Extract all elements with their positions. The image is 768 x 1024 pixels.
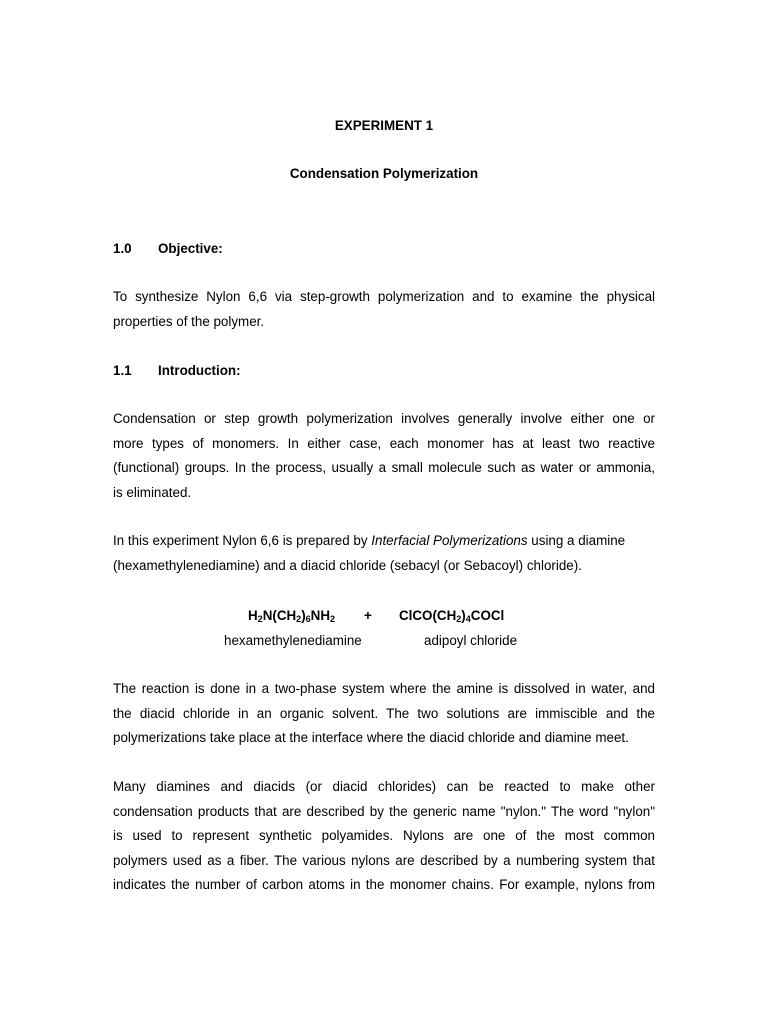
intro-p2-text: using a diamine	[527, 533, 626, 548]
intro-p3-line: The reaction is done in a two-phase system where the amine is dissolved in water, and	[113, 681, 655, 696]
intro-p3-line: polymerizations take place at the interface where the diacid chloride and diamine meet.	[113, 730, 629, 746]
experiment-subtitle: Condensation Polymerization	[289, 166, 479, 181]
objective-line: properties of the polymer.	[113, 313, 265, 329]
objective-line: To synthesize Nylon 6,6 via step-growth polymerization and to examine the physical	[113, 289, 655, 304]
reactant-diamine-formula: $H_2N(CH_2)_6NH_2$	[248, 608, 336, 624]
intro-p2-line: (hexamethylenediamine) and a diacid chloride (sebacyl (or Sebacoyl) chloride).	[113, 557, 582, 573]
plus-operator: +	[364, 608, 372, 623]
reaction-equation-names	[0, 632, 768, 650]
intro-p4-line: Many diamines and diacids (or diacid chlorides) can be reacted to make other	[113, 779, 655, 794]
intro-p3-line: the diacid chloride in an organic solvent. The two solutions are immiscible and the	[113, 705, 655, 721]
intro-p2-text: In this experiment Nylon 6,6 is prepared by	[113, 533, 372, 548]
intro-p4-line: is used to represent synthetic polyamides. Nylons are one of the most common	[113, 828, 655, 844]
intro-p2-line	[113, 529, 655, 554]
objective-paragraph	[113, 285, 655, 334]
experiment-title: EXPERIMENT 1	[334, 118, 434, 133]
objective-heading	[113, 240, 223, 258]
introduction-paragraph-3	[113, 677, 655, 751]
reactant-diacid-chloride-name: adipoyl chloride	[424, 633, 518, 648]
intro-p1-line: more types of monomers. In either case, each monomer has at least two reactive	[113, 435, 655, 451]
interfacial-polymerizations-term: Interfacial Polymerizations	[371, 533, 528, 548]
intro-p4-line: condensation products that are described by the generic name "nylon." The word "nylon"	[113, 803, 655, 819]
introduction-heading	[113, 362, 241, 380]
objective-heading-label: Objective:	[158, 241, 223, 256]
introduction-paragraph-2	[113, 529, 655, 578]
intro-p1-line: is eliminated.	[113, 484, 192, 500]
intro-p4-line: indicates the number of carbon atoms in the monomer chains. For example, nylons from	[113, 877, 655, 893]
introduction-paragraph-1	[113, 407, 655, 505]
introduction-section-number: 1.1	[113, 363, 132, 378]
reactant-diacid-chloride-formula: $ClCO(CH_2)_4COCl$	[399, 608, 505, 624]
reactant-diamine-name: hexamethylenediamine	[224, 633, 362, 648]
reaction-equation	[0, 607, 768, 625]
intro-p1-line: (functional) groups. In the process, usually a small molecule such as water or ammonia,	[113, 460, 655, 476]
objective-section-number: 1.0	[113, 241, 132, 256]
introduction-paragraph-4	[113, 775, 655, 898]
intro-p1-line: Condensation or step growth polymerization involves generally involve either one or	[113, 411, 655, 426]
introduction-heading-label: Introduction:	[158, 363, 241, 378]
intro-p4-line: polymers used as a fiber. The various nylons are described by a numbering system that	[113, 852, 655, 868]
